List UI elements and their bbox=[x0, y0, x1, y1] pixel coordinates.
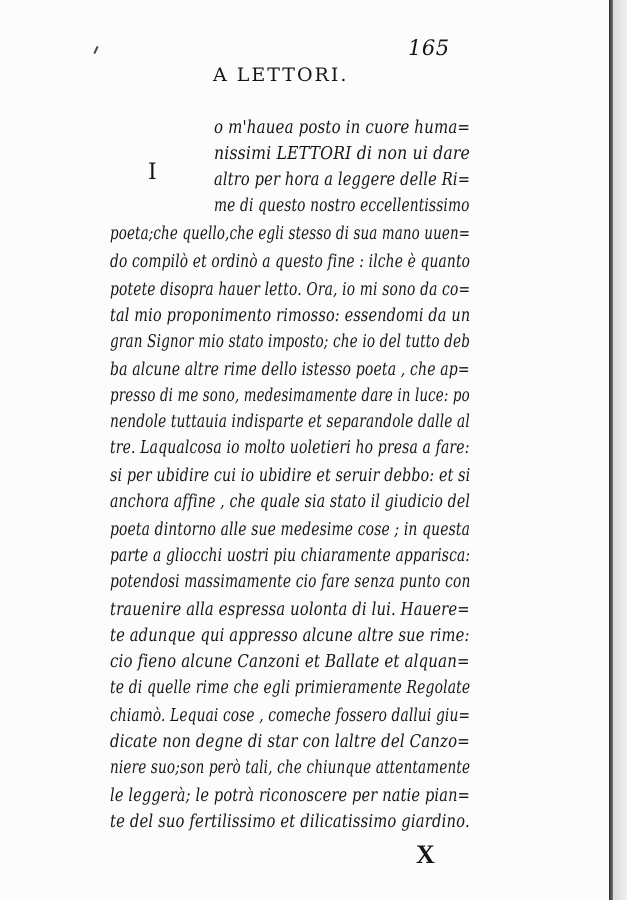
text-line: parte a gliocchi uostri piu chiaramente apparisca: bbox=[110, 546, 471, 566]
text-line: le leggerà; le potrà riconoscere per natie pian= bbox=[110, 786, 470, 806]
text-line: chiamò. Lequai cose , comeche fossero dallui giu= bbox=[110, 706, 471, 726]
text-line: cio fieno alcune Canzoni et Ballate et alquan= bbox=[110, 652, 470, 672]
ink-mark bbox=[93, 46, 98, 54]
text-line: anchora affine , che quale sia stato il giudicio del bbox=[110, 492, 471, 512]
text-line: gran Signor mio stato imposto; che io del tutto deb bbox=[110, 332, 471, 352]
text-line: niere suo;son però tali, che chiunque attentamente bbox=[110, 758, 471, 778]
section-header: A LETTORI. bbox=[213, 64, 349, 86]
text-line: ba alcune altre rime dello istesso poeta , che ap= bbox=[110, 360, 470, 380]
page-number: 165 bbox=[408, 36, 450, 60]
text-line: presso di me sono, medesimamente dare in luce: po bbox=[110, 386, 470, 406]
page-edge-line bbox=[609, 0, 613, 900]
drop-cap-initial: I bbox=[148, 160, 157, 185]
text-line: do compilò et ordinò a questo fine : ilche è quanto bbox=[110, 252, 471, 272]
text-line: poeta;che quello,che egli stesso di sua mano uuen= bbox=[110, 224, 471, 244]
text-line: altro per hora a leggere delle Ri= bbox=[214, 170, 471, 190]
signature-mark: X bbox=[416, 840, 435, 869]
text-line: me di questo nostro eccellentissimo bbox=[214, 196, 470, 216]
text-line: poeta dintorno alle sue medesime cose ; in questa bbox=[110, 520, 471, 540]
text-line: te di quelle rime che egli primieramente Regolate bbox=[110, 678, 471, 698]
text-line: te del suo fertilissimo et dilicatissimo giardino. bbox=[110, 812, 470, 832]
text-line: potete disopra hauer letto. Ora, io mi sono da co= bbox=[110, 280, 471, 300]
text-line: si per ubidire cui io ubidire et seruir debbo: et si bbox=[110, 466, 471, 486]
text-line: nendole tuttauia indisparte et separandole dalle al bbox=[110, 412, 470, 432]
text-line: potendosi massimamente cio fare senza punto con bbox=[110, 572, 471, 592]
text-line: tre. Laqualcosa io molto uoletieri ho presa a fare: bbox=[110, 438, 470, 458]
text-line: o m'hauea posto in cuore huma= bbox=[214, 118, 471, 138]
text-line: tal mio proponimento rimosso: essendomi da un bbox=[110, 306, 471, 326]
page-edge-shadow bbox=[613, 0, 627, 900]
text-line: dicate non degne di star con laltre del Canzo= bbox=[110, 732, 470, 752]
text-line: nissimi LETTORI di non ui dare bbox=[214, 144, 471, 164]
text-line: te adunque qui appresso alcune altre sue rime: bbox=[110, 626, 470, 646]
text-line: trauenire alla espressa uolonta di lui. Hauere= bbox=[110, 600, 470, 620]
